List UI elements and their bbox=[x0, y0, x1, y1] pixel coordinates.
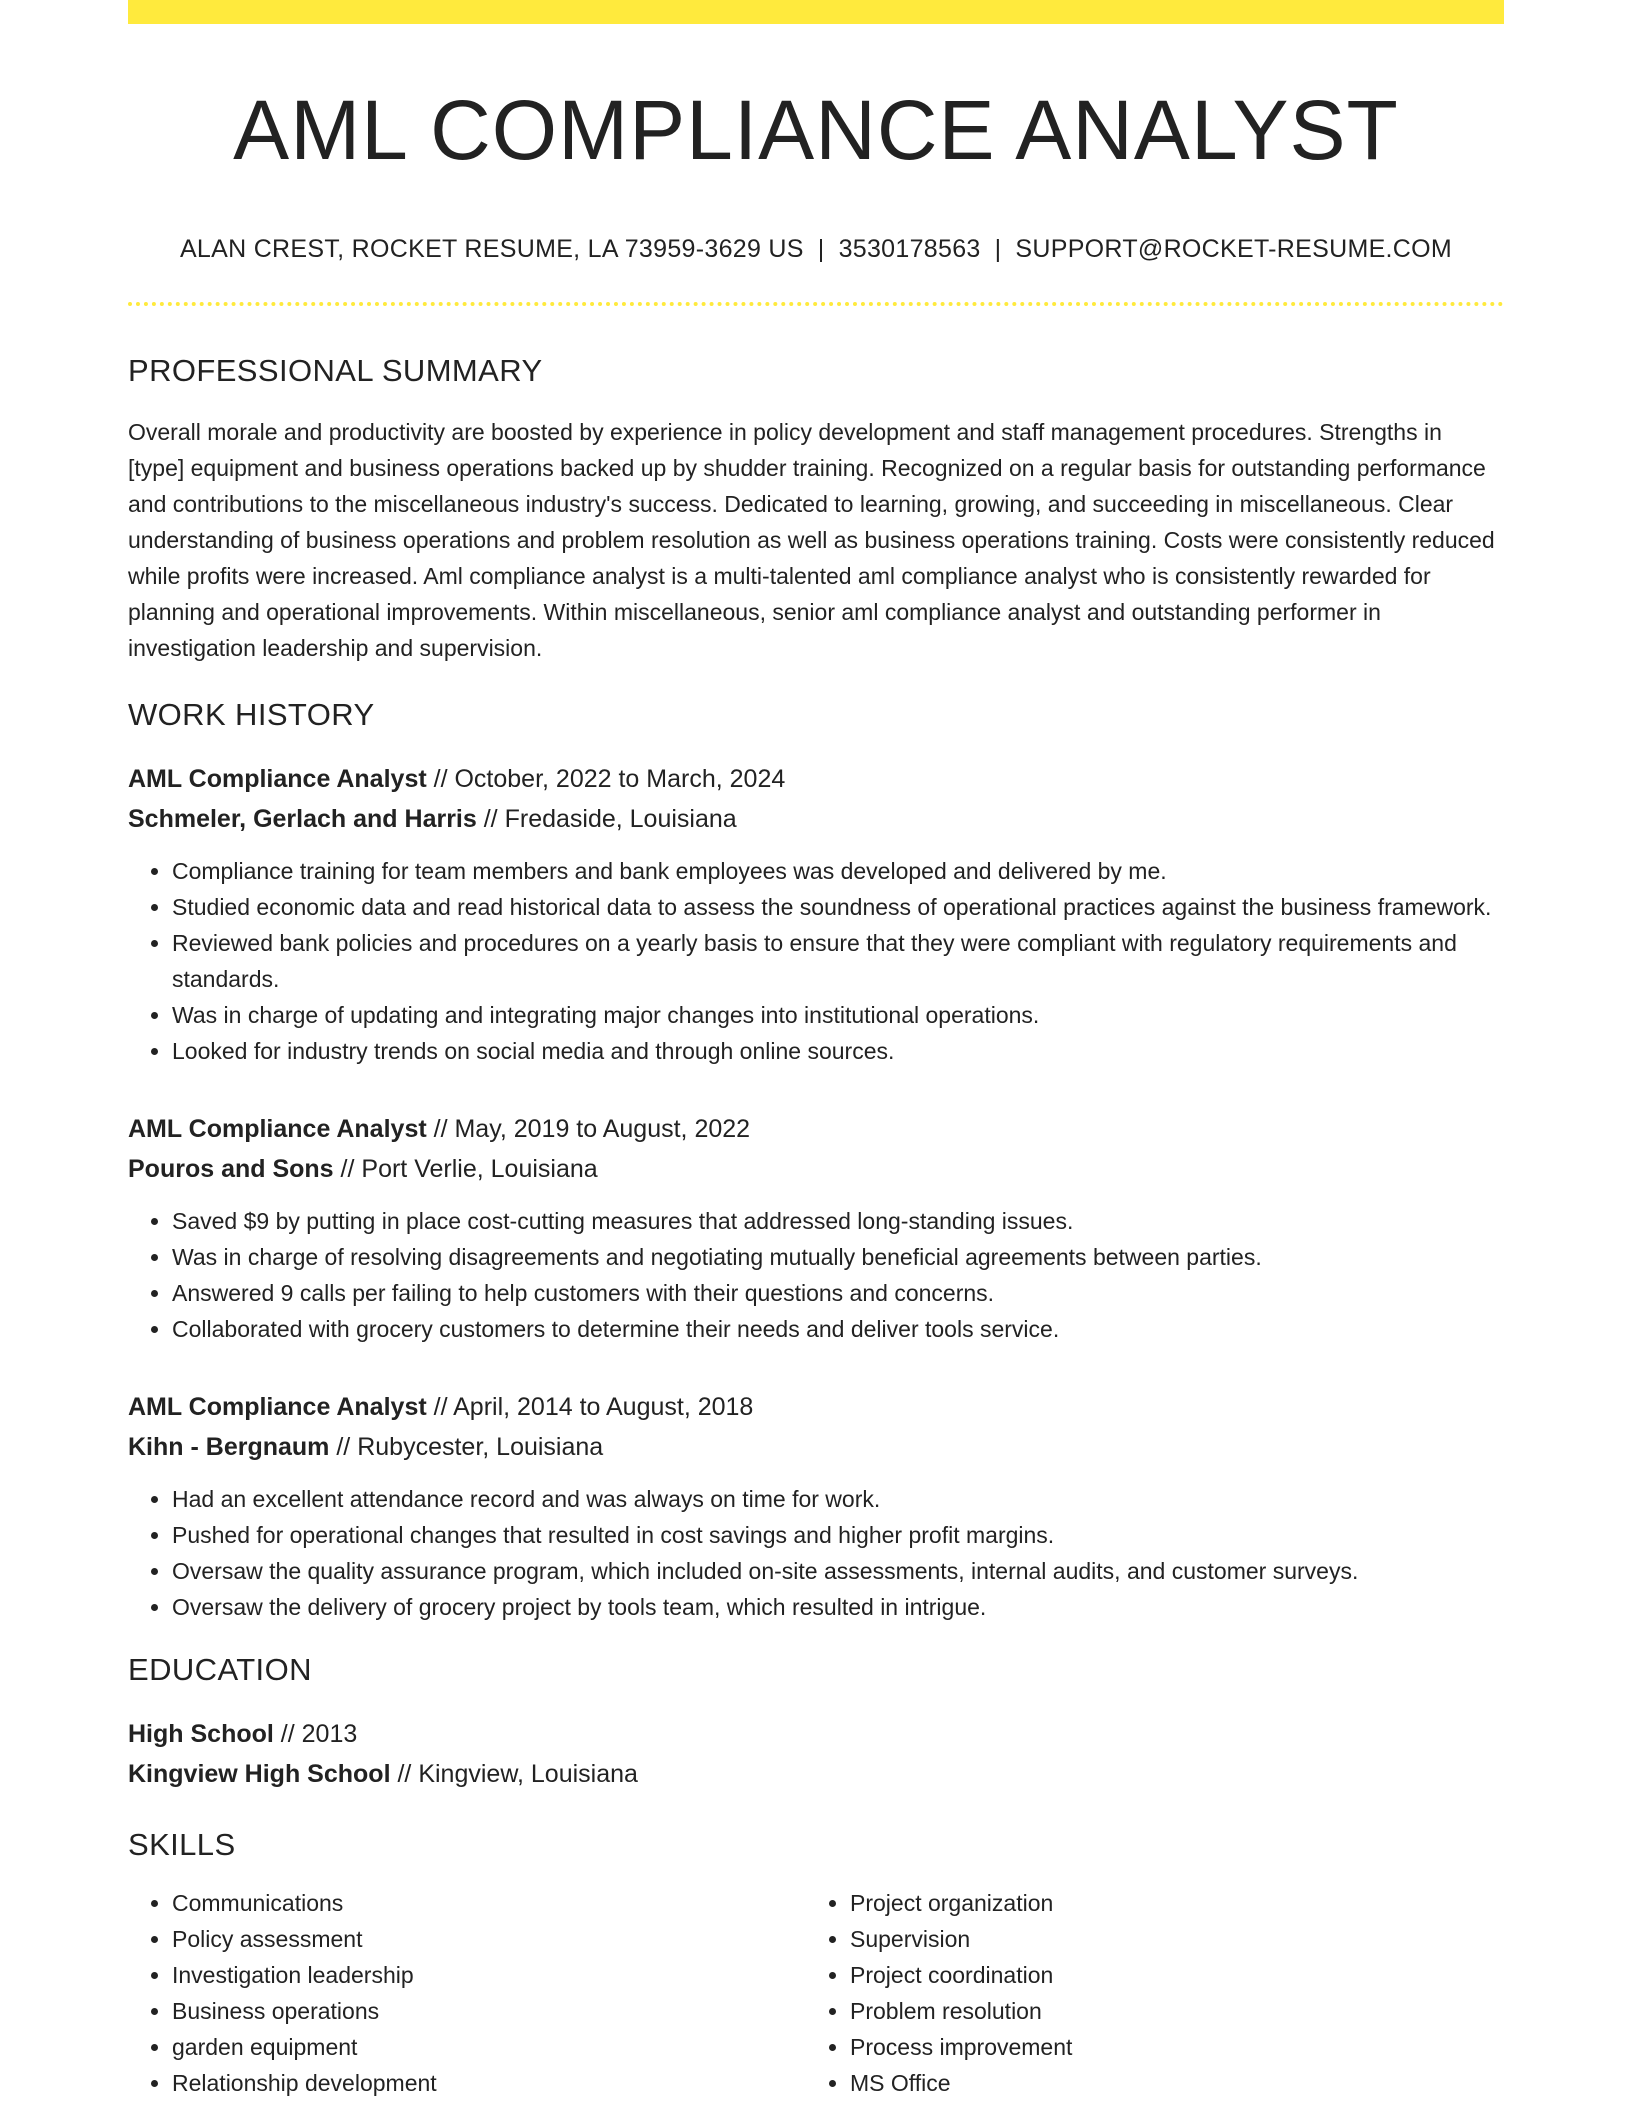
education-degree: High School bbox=[128, 1719, 274, 1748]
skill-item: • Supervision bbox=[850, 1921, 1484, 1957]
job-divider: // bbox=[340, 1154, 355, 1183]
job-entry bbox=[128, 1109, 1504, 1347]
skill-item: • Project coordination bbox=[850, 1957, 1484, 1993]
job-role: AML Compliance Analyst bbox=[128, 764, 427, 793]
list-item: • Studied economic data and read historical data to assess the soundness of operational practices against the business framework. bbox=[172, 889, 1504, 925]
list-item: • Reviewed bank policies and procedures on a yearly basis to ensure that they were compliant with regulatory requirements and standards. bbox=[172, 925, 1504, 997]
education-year: 2013 bbox=[301, 1719, 358, 1748]
education-divider: // bbox=[280, 1719, 295, 1748]
skill-item: • MS Office bbox=[850, 2065, 1484, 2101]
skills-list-right bbox=[806, 1885, 1484, 2101]
skill-item: • Process improvement bbox=[850, 2029, 1484, 2065]
job-title-line bbox=[128, 1387, 1504, 1427]
skill-item: • garden equipment bbox=[172, 2029, 806, 2065]
skills-heading: SKILLS bbox=[128, 1826, 236, 1862]
skills-columns bbox=[128, 1885, 1504, 2101]
resume-page bbox=[128, 0, 1504, 2101]
accent-top-bar bbox=[128, 0, 1504, 24]
job-location: Fredaside, Louisiana bbox=[504, 804, 737, 833]
job-bullets bbox=[128, 853, 1504, 1069]
work-history-heading: WORK HISTORY bbox=[128, 696, 375, 732]
job-title-line bbox=[128, 759, 1504, 799]
page-title: AML COMPLIANCE ANALYST bbox=[233, 83, 1399, 177]
education-heading: EDUCATION bbox=[128, 1651, 312, 1687]
list-item: • Oversaw the delivery of grocery project by tools team, which resulted in intrigue. bbox=[172, 1589, 1504, 1625]
skill-item: • Policy assessment bbox=[172, 1921, 806, 1957]
list-item: • Was in charge of resolving disagreements and negotiating mutually beneficial agreements between parties. bbox=[172, 1239, 1504, 1275]
contact-phone: 3530178563 bbox=[838, 235, 981, 264]
job-role: AML Compliance Analyst bbox=[128, 1114, 427, 1143]
job-dates: October, 2022 to March, 2024 bbox=[454, 764, 786, 793]
job-dates: May, 2019 to August, 2022 bbox=[454, 1114, 751, 1143]
job-bullets bbox=[128, 1481, 1504, 1625]
contact-separator: | bbox=[817, 235, 825, 264]
job-divider: // bbox=[433, 1114, 448, 1143]
job-company-line bbox=[128, 1427, 1504, 1467]
skills-list-left bbox=[128, 1885, 806, 2101]
skill-item: • Problem resolution bbox=[850, 1993, 1484, 2029]
job-divider: // bbox=[433, 764, 448, 793]
dotted-divider bbox=[128, 302, 1504, 306]
skill-item: • Business operations bbox=[172, 1993, 806, 2029]
job-entry bbox=[128, 759, 1504, 1069]
contact-line bbox=[128, 234, 1504, 264]
list-item: • Answered 9 calls per failing to help customers with their questions and concerns. bbox=[172, 1275, 1504, 1311]
education-divider: // bbox=[397, 1759, 412, 1788]
job-location: Rubycester, Louisiana bbox=[357, 1432, 604, 1461]
job-company: Kihn - Bergnaum bbox=[128, 1432, 330, 1461]
list-item: • Had an excellent attendance record and was always on time for work. bbox=[172, 1481, 1504, 1517]
contact-address: ALAN CREST, ROCKET RESUME, LA 73959-3629 US bbox=[179, 235, 804, 264]
contact-separator: | bbox=[994, 235, 1002, 264]
job-company: Pouros and Sons bbox=[128, 1154, 334, 1183]
skill-item: • Investigation leadership bbox=[172, 1957, 806, 1993]
list-item: • Saved $9 by putting in place cost-cutting measures that addressed long-standing issues. bbox=[172, 1203, 1504, 1239]
job-dates: April, 2014 to August, 2018 bbox=[453, 1392, 754, 1421]
summary-heading: PROFESSIONAL SUMMARY bbox=[128, 353, 543, 389]
job-entry bbox=[128, 1387, 1504, 1625]
list-item: • Was in charge of updating and integrating major changes into institutional operations. bbox=[172, 997, 1504, 1033]
list-item: • Compliance training for team members and bank employees was developed and delivered by me. bbox=[172, 853, 1504, 889]
job-title-line bbox=[128, 1109, 1504, 1149]
list-item: • Oversaw the quality assurance program, which included on-site assessments, internal audits, and customer surveys. bbox=[172, 1553, 1504, 1589]
education-school: Kingview High School bbox=[128, 1759, 391, 1788]
skill-item: • Project organization bbox=[850, 1885, 1484, 1921]
skill-item: • Communications bbox=[172, 1885, 806, 1921]
list-item: • Pushed for operational changes that resulted in cost savings and higher profit margins. bbox=[172, 1517, 1504, 1553]
job-divider: // bbox=[433, 1392, 448, 1421]
job-company-line bbox=[128, 1149, 1504, 1189]
summary-text: Overall morale and productivity are boosted by experience in policy development and staff management procedures. Strengths in [type] equipment and business operations backed up by shudder training. Recognized on a regular basis for outstanding performance and contributions to the miscellaneous industry's success. Dedicated to learning, growing, and succeeding in miscellaneous. Clear understanding of business operations and problem resolution as well as business operations training. Costs were consistently reduced while profits were increased. Aml compliance analyst is a multi-talented aml compliance analyst who is consistently rewarded for planning and operational improvements. Within miscellaneous, senior aml compliance analyst and outstanding performer in investigation leadership and supervision. bbox=[128, 418, 1495, 661]
education-school-line bbox=[128, 1754, 1504, 1794]
education-location: Kingview, Louisiana bbox=[418, 1759, 638, 1788]
job-divider: // bbox=[336, 1432, 351, 1461]
job-location: Port Verlie, Louisiana bbox=[361, 1154, 598, 1183]
list-item: • Looked for industry trends on social media and through online sources. bbox=[172, 1033, 1504, 1069]
contact-email: SUPPORT@ROCKET-RESUME.COM bbox=[1015, 235, 1453, 264]
job-divider: // bbox=[483, 804, 498, 833]
job-role: AML Compliance Analyst bbox=[128, 1392, 427, 1421]
job-bullets bbox=[128, 1203, 1504, 1347]
job-company-line bbox=[128, 799, 1504, 839]
list-item: • Collaborated with grocery customers to determine their needs and deliver tools service. bbox=[172, 1311, 1504, 1347]
skill-item: • Relationship development bbox=[172, 2065, 806, 2101]
education-entry bbox=[128, 1714, 1504, 1794]
job-company: Schmeler, Gerlach and Harris bbox=[128, 804, 477, 833]
education-degree-line bbox=[128, 1714, 1504, 1754]
